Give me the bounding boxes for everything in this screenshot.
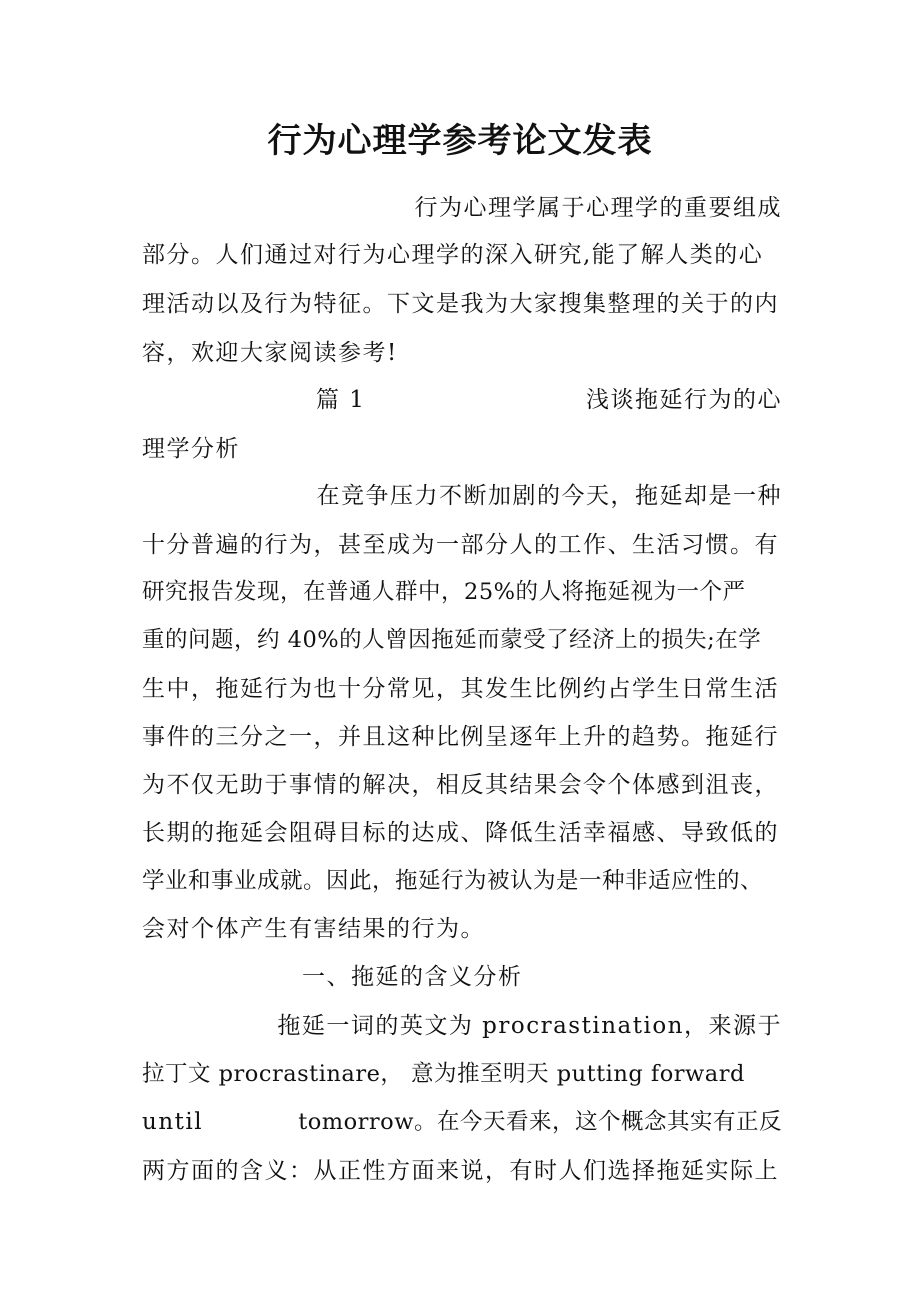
paragraph-1-line-9: 学业和事业成就。因此，拖延行为被认为是一种非适应性的、 bbox=[142, 868, 764, 894]
section-1-line-2: 拉丁文 procrastinare， 意为推至明天 putting forward bbox=[142, 1061, 745, 1087]
paragraph-1-line-6: 事件的三分之一，并且这种比例呈逐年上升的趋势。拖延行 bbox=[142, 724, 779, 750]
section-1-line-1: 拖延一词的英文为 procrastination，来源于 bbox=[277, 1013, 782, 1039]
intro-line-4: 容，欢迎大家阅读参考! bbox=[142, 340, 398, 366]
paragraph-1-line-8: 长期的拖延会阻碍目标的达成、降低生活幸福感、导致低的 bbox=[142, 820, 779, 846]
section-1-line-4: 两方面的含义：从正性方面来说，有时人们选择拖延实际上 bbox=[142, 1158, 779, 1184]
section-1-line-3-part-b: tomorrow。在今天看来，这个概念其实有正反 bbox=[298, 1109, 782, 1135]
article-number: 篇 1 bbox=[316, 387, 366, 413]
intro-line-3: 理活动以及行为特征。下文是我为大家搜集整理的关于的内 bbox=[142, 291, 779, 317]
paragraph-1-line-4: 重的问题，约 40%的人曾因拖延而蒙受了经济上的损失;在学 bbox=[142, 627, 762, 653]
intro-line-2: 部分。人们通过对行为心理学的深入研究,能了解人类的心 bbox=[142, 242, 764, 268]
section-1-line-3-part-a: until bbox=[142, 1109, 204, 1135]
paragraph-1-line-5: 生中，拖延行为也十分常见，其发生比例约占学生日常生活 bbox=[142, 676, 779, 702]
article-title-part-2: 理学分析 bbox=[142, 436, 240, 462]
paragraph-1-line-10: 会对个体产生有害结果的行为。 bbox=[142, 916, 485, 942]
intro-line-1: 行为心理学属于心理学的重要组成 bbox=[414, 195, 782, 221]
paragraph-1-line-3: 研究报告发现，在普通人群中，25%的人将拖延视为一个严 bbox=[142, 579, 746, 605]
article-title-part-1: 浅谈拖延行为的心 bbox=[586, 387, 782, 413]
paragraph-1-line-2: 十分普遍的行为，甚至成为一部分人的工作、生活习惯。有 bbox=[142, 532, 779, 558]
paragraph-1-line-1: 在竞争压力不断加剧的今天，拖延却是一种 bbox=[316, 483, 782, 509]
paragraph-1-line-7: 为不仅无助于事情的解决，相反其结果会令个体感到沮丧， bbox=[142, 772, 779, 798]
section-1-heading: 一、拖延的含义分析 bbox=[302, 964, 523, 990]
document-title: 行为心理学参考论文发表 bbox=[267, 121, 653, 161]
